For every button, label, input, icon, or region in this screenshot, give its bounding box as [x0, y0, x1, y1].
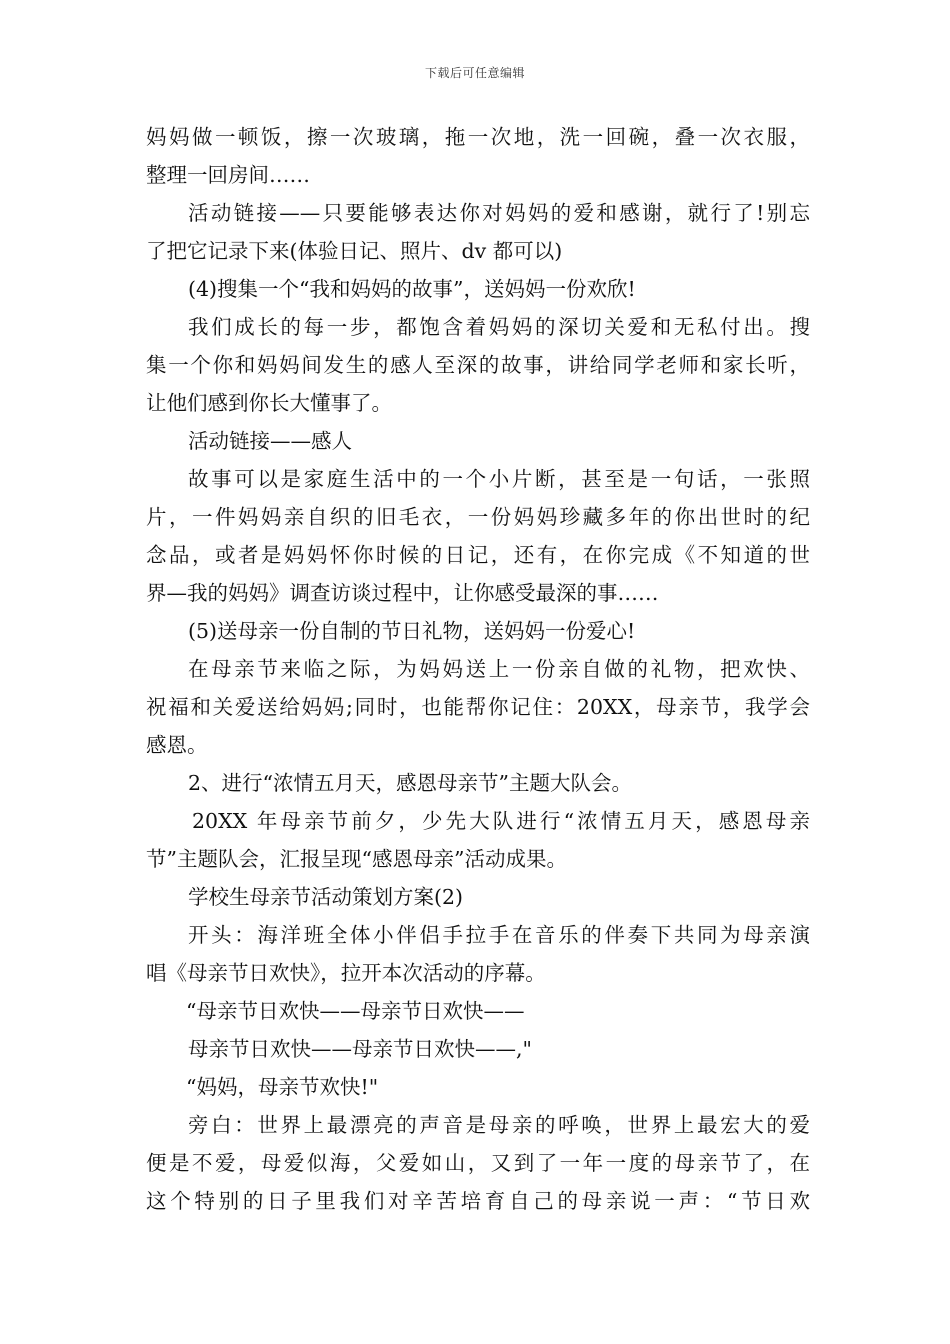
- text-line: 念品，或者是妈妈怀你时候的日记，还有，在你完成《不知道的世: [146, 543, 810, 567]
- text-line: 这个特别的日子里我们对辛苦培育自己的母亲说一声：“节日欢: [146, 1189, 810, 1213]
- text-line: 2、进行“浓情五月天，感恩母亲节”主题大队会。: [188, 771, 633, 795]
- text-line: 整理一回房间……: [146, 163, 310, 187]
- section-heading: 学校生母亲节活动策划方案(2): [188, 885, 464, 909]
- text-line: 母亲节日欢快——母亲节日欢快——,": [188, 1037, 532, 1061]
- text-line: “妈妈，母亲节欢快!": [186, 1075, 379, 1099]
- text-line: 20XX 年母亲节前夕，少先大队进行“浓情五月天，感恩母亲: [192, 809, 810, 833]
- text-line: 了把它记录下来(体验日记、照片、dv 都可以): [146, 239, 563, 263]
- text-line: 开头：海洋班全体小伴侣手拉手在音乐的伴奏下共同为母亲演: [188, 923, 810, 947]
- text-line: 节”主题队会，汇报呈现“感恩母亲”活动成果。: [146, 847, 567, 871]
- text-line: 活动链接——感人: [188, 429, 352, 453]
- text-line: 唱《母亲节日欢快》，拉开本次活动的序幕。: [146, 961, 546, 985]
- text-line: 让他们感到你长大懂事了。: [146, 391, 392, 415]
- text-line: 祝福和关爱送给妈妈;同时，也能帮你记住：20XX，母亲节，我学会: [146, 695, 810, 719]
- page-header-note: 下载后可任意编辑: [424, 66, 525, 80]
- text-line: 妈妈做一顿饭，擦一次玻璃，拖一次地，洗一回碗，叠一次衣服，: [146, 125, 810, 149]
- text-line: 感恩。: [146, 733, 208, 757]
- document-body: [146, 118, 810, 1220]
- text-line: “母亲节日欢快——母亲节日欢快——: [186, 999, 525, 1023]
- text-line: 旁白：世界上最漂亮的声音是母亲的呼唤，世界上最宏大的爱: [188, 1113, 810, 1137]
- text-line: 故事可以是家庭生活中的一个小片断，甚至是一句话，一张照: [188, 467, 810, 491]
- text-line: 在母亲节来临之际，为妈妈送上一份亲自做的礼物，把欢快、: [188, 657, 810, 681]
- text-line: 活动链接——只要能够表达你对妈妈的爱和感谢，就行了!别忘: [188, 201, 810, 225]
- text-line: 界—我的妈妈》调查访谈过程中，让你感受最深的事……: [146, 581, 659, 605]
- text-line: (5)送母亲一份自制的节日礼物，送妈妈一份爱心!: [188, 619, 636, 643]
- text-line: (4)搜集一个“我和妈妈的故事”，送妈妈一份欢欣!: [188, 277, 636, 301]
- text-line: 集一个你和妈妈间发生的感人至深的故事，讲给同学老师和家长听，: [146, 353, 810, 377]
- text-line: 片，一件妈妈亲自织的旧毛衣，一份妈妈珍藏多年的你出世时的纪: [146, 505, 810, 529]
- text-line: 便是不爱，母爱似海，父爱如山，又到了一年一度的母亲节了，在: [146, 1151, 810, 1175]
- text-line: 我们成长的每一步，都饱含着妈妈的深切关爱和无私付出。搜: [188, 315, 810, 339]
